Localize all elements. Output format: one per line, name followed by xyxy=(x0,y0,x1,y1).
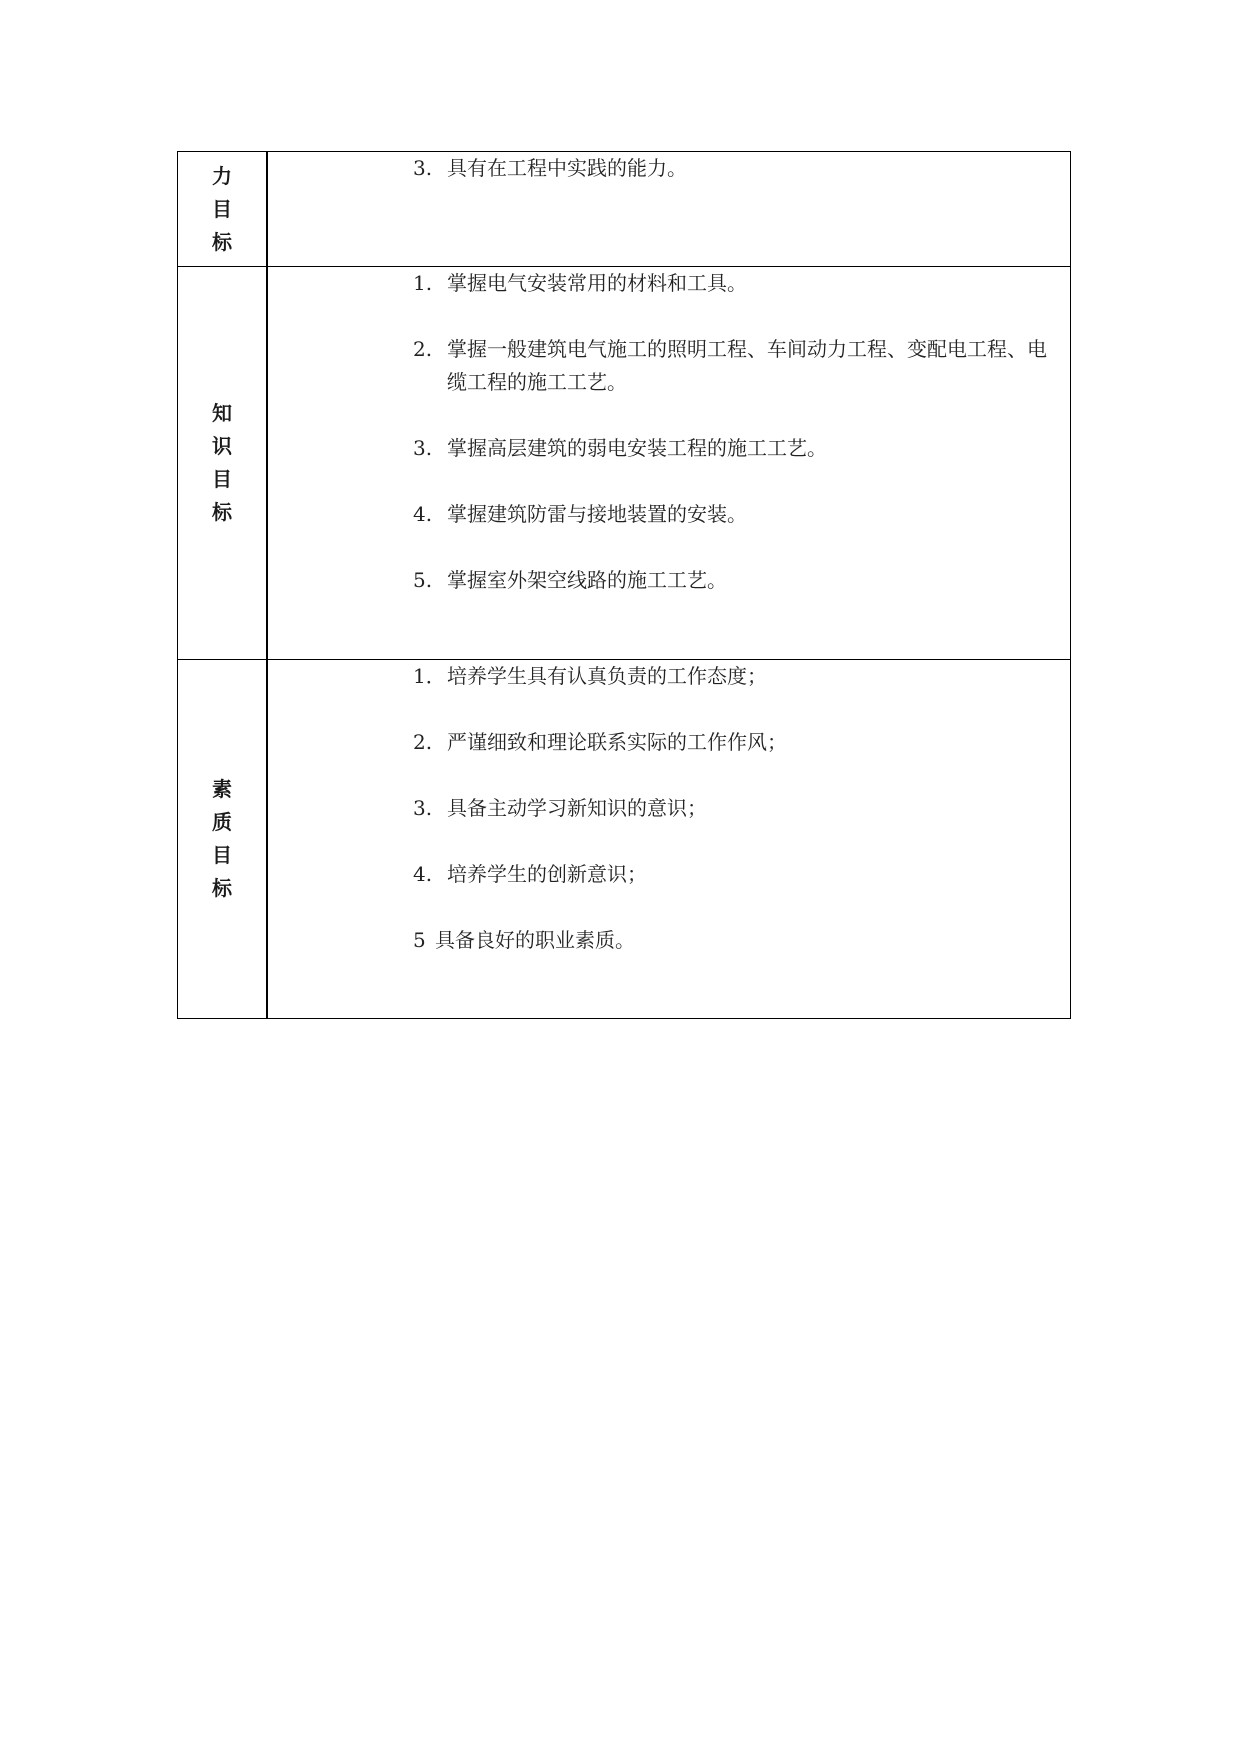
list-item xyxy=(268,924,1070,957)
item-text: 掌握高层建筑的弱电安装工程的施工工艺。 xyxy=(447,436,827,460)
label-char: 标 xyxy=(212,230,232,254)
item-number: 4. xyxy=(413,862,433,886)
item-number: 5. xyxy=(413,568,433,592)
item-number: 1. xyxy=(413,271,433,295)
label-char: 质 xyxy=(212,810,232,834)
ability-goals-list xyxy=(268,152,1070,185)
label-char: 力 xyxy=(212,164,232,188)
label-char: 素 xyxy=(212,777,232,801)
quality-goals-label xyxy=(178,660,268,1019)
item-number: 2. xyxy=(413,337,433,361)
label-char: 识 xyxy=(212,434,232,458)
quality-goals-list xyxy=(268,660,1070,957)
list-item xyxy=(268,858,1070,891)
list-item xyxy=(268,432,1070,465)
item-text: 掌握室外架空线路的施工工艺。 xyxy=(447,568,727,592)
item-text: 具备主动学习新知识的意识； xyxy=(447,796,707,820)
label-char: 目 xyxy=(212,843,232,867)
list-item xyxy=(268,152,1070,185)
list-item xyxy=(268,792,1070,825)
item-number: 3. xyxy=(413,796,433,820)
list-item xyxy=(268,267,1070,300)
list-item xyxy=(268,333,1070,399)
item-number: 2. xyxy=(413,730,433,754)
knowledge-goals-label xyxy=(178,267,268,660)
label-char: 目 xyxy=(212,197,232,221)
item-number: 1． xyxy=(413,664,446,688)
item-text: 具备良好的职业素质。 xyxy=(435,928,635,952)
list-item xyxy=(268,660,1070,693)
item-text: 严谨细致和理论联系实际的工作作风； xyxy=(447,730,787,754)
label-char: 标 xyxy=(212,876,232,900)
item-text: 掌握电气安装常用的材料和工具。 xyxy=(447,271,747,295)
item-text: 培养学生具有认真负责的工作态度； xyxy=(447,664,767,688)
ability-goals-content xyxy=(267,152,1071,267)
list-item xyxy=(268,726,1070,759)
label-char: 标 xyxy=(212,500,232,524)
item-number: 5 xyxy=(413,928,426,952)
item-text: 培养学生的创新意识； xyxy=(447,862,647,886)
ability-goals-row xyxy=(178,152,1071,267)
item-number: 3. xyxy=(413,156,433,180)
list-item xyxy=(268,564,1070,597)
knowledge-goals-content xyxy=(267,267,1071,660)
list-item xyxy=(268,498,1070,531)
item-text: 掌握一般建筑电气施工的照明工程、车间动力工程、变配电工程、电缆工程的施工工艺。 xyxy=(447,337,1047,394)
quality-goals-content xyxy=(267,660,1071,1019)
ability-goals-label xyxy=(178,152,268,267)
label-char: 知 xyxy=(212,401,232,425)
goals-table xyxy=(177,151,1071,1019)
knowledge-goals-row xyxy=(178,267,1071,660)
label-char: 目 xyxy=(212,467,232,491)
item-text: 掌握建筑防雷与接地装置的安装。 xyxy=(447,502,747,526)
knowledge-goals-list xyxy=(268,267,1070,597)
item-number: 3. xyxy=(413,436,433,460)
quality-goals-row xyxy=(178,660,1071,1019)
item-text: 具有在工程中实践的能力。 xyxy=(447,156,687,180)
item-number: 4. xyxy=(413,502,433,526)
